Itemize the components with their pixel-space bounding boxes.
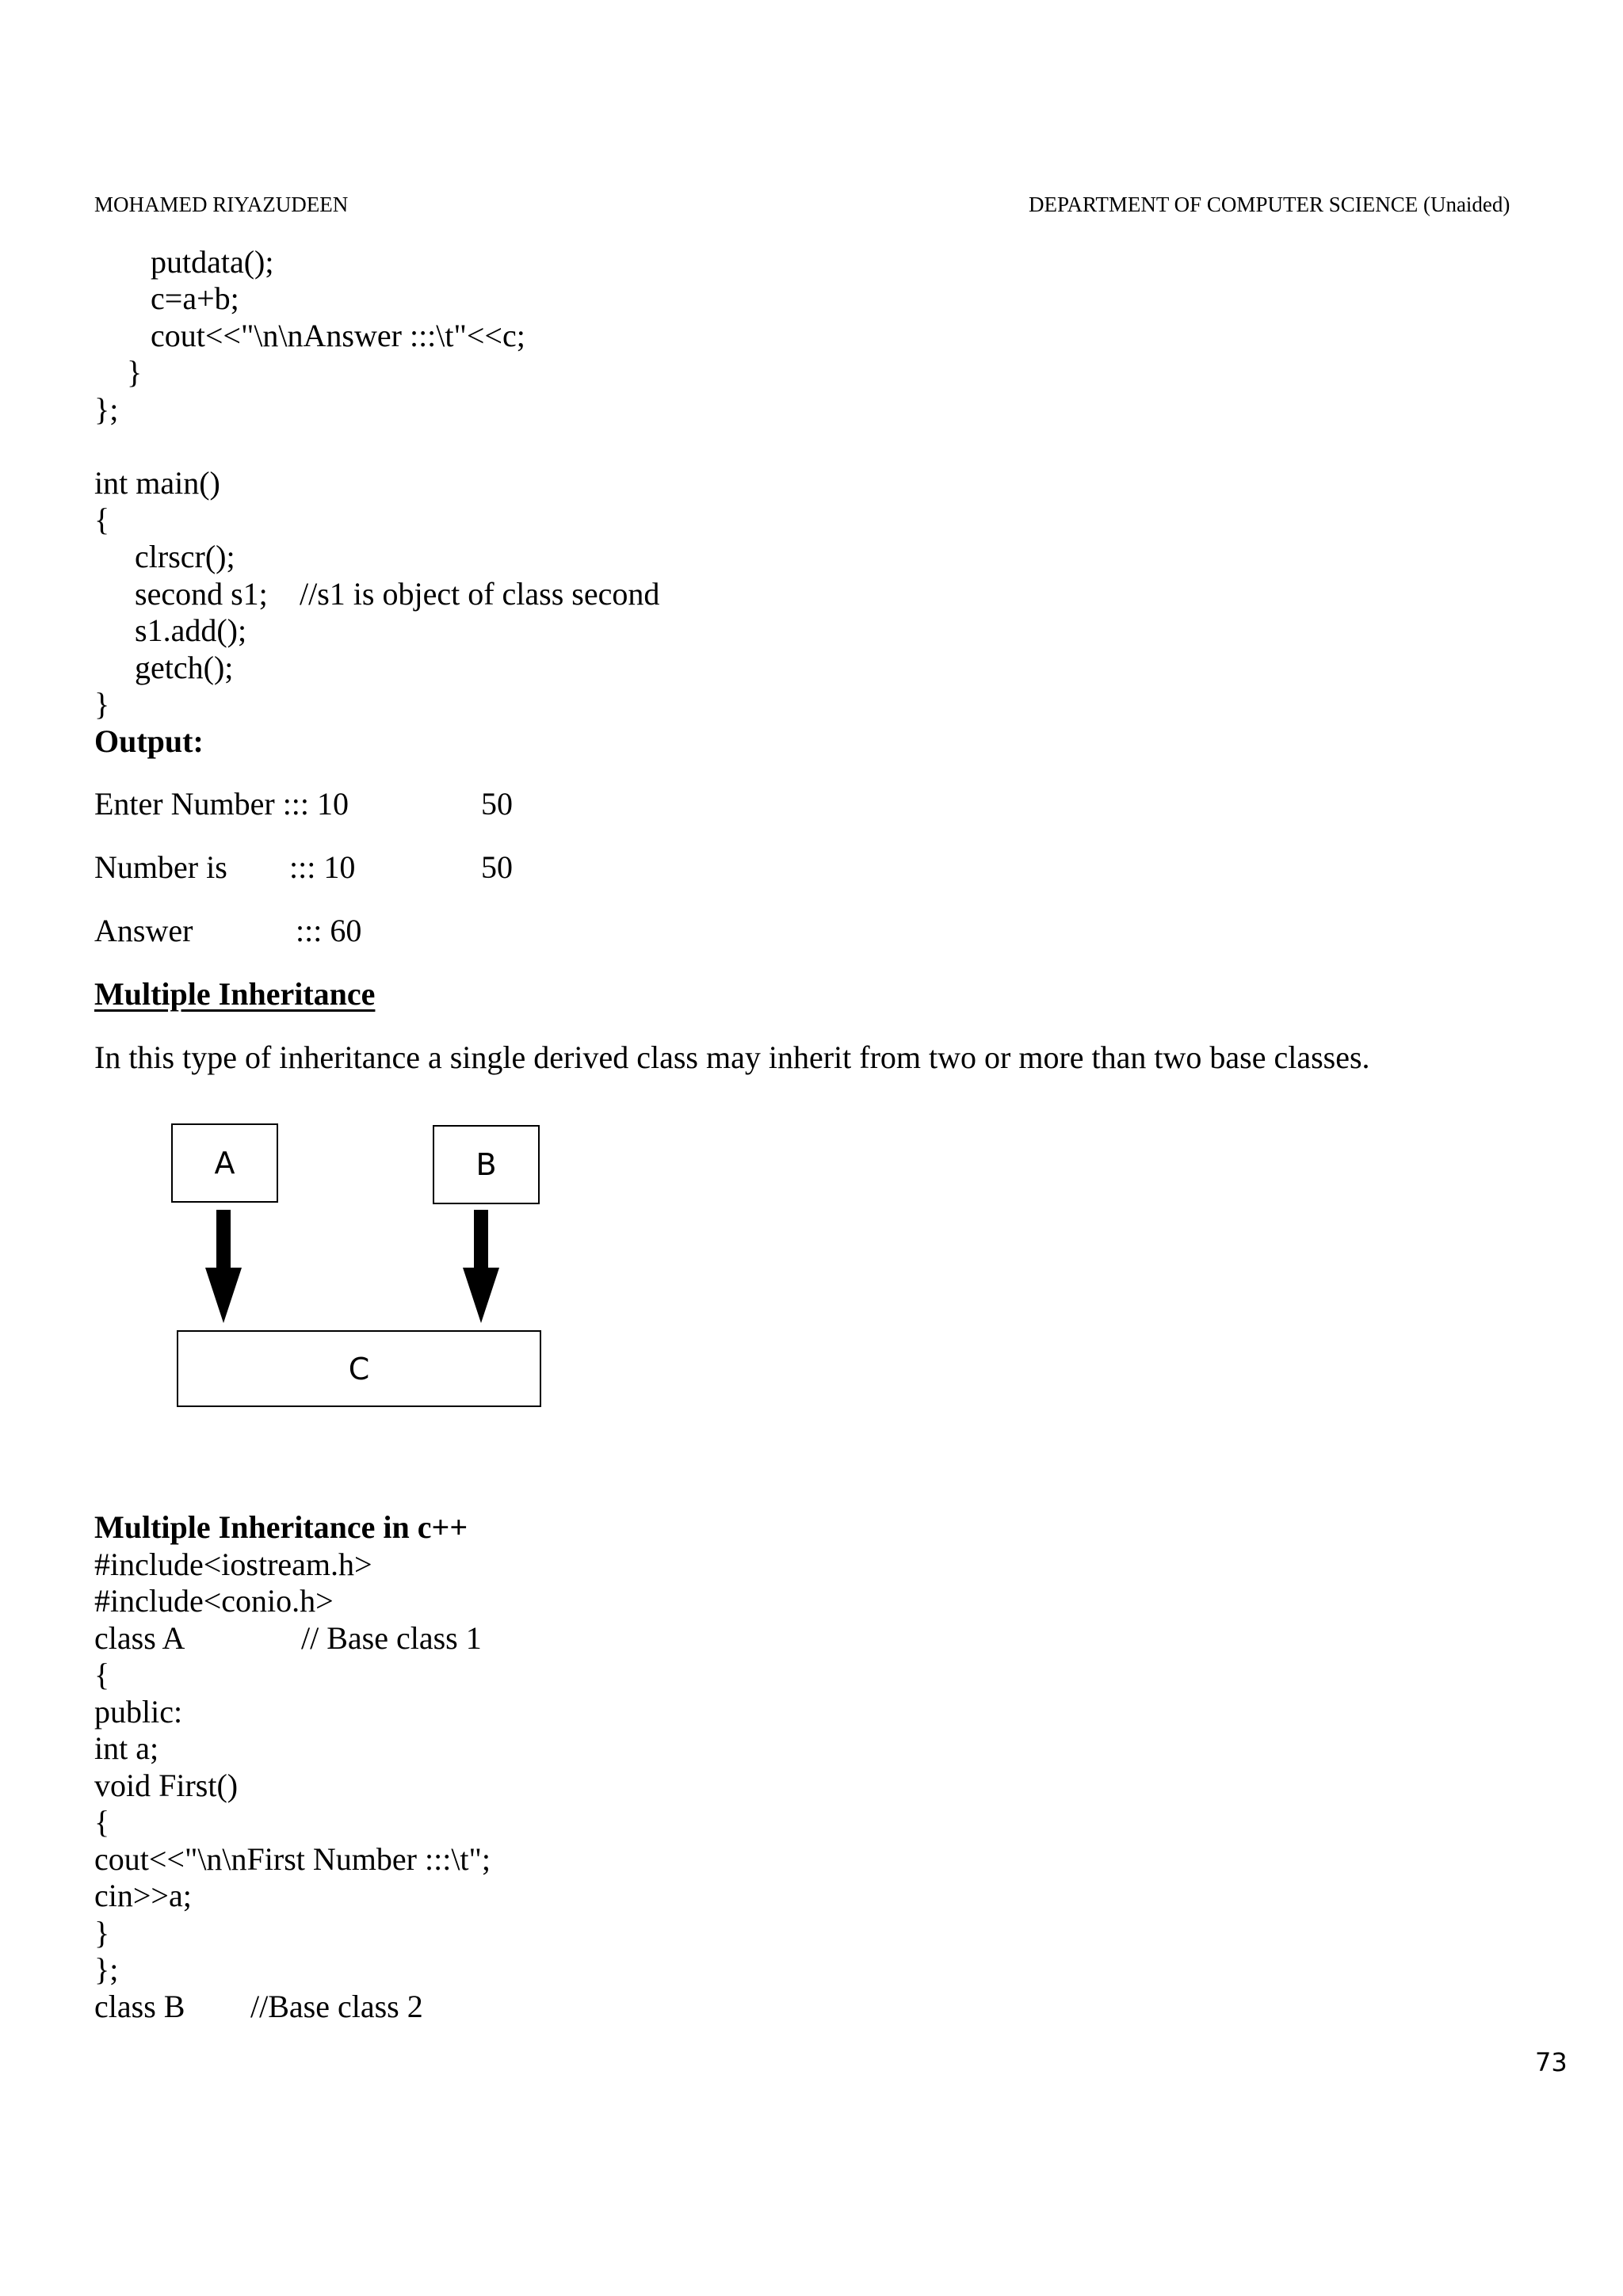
code-line: } xyxy=(94,686,110,722)
page-number: 73 xyxy=(1535,2047,1568,2077)
section-description: In this type of inheritance a single derived class may inherit from two or more than two base classes. xyxy=(94,1039,1370,1075)
output-value: 50 xyxy=(481,849,513,885)
code-line: public: xyxy=(94,1694,183,1730)
diagram-box-c xyxy=(177,1330,541,1407)
code-line: #include<conio.h> xyxy=(94,1583,334,1619)
code-line: { xyxy=(94,1804,110,1840)
code-line: c=a+b; xyxy=(151,280,239,316)
output-label: Number is xyxy=(94,849,227,885)
code-line: }; xyxy=(94,1951,119,1987)
code-line: cout<<"\n\nFirst Number :::\t"; xyxy=(94,1841,491,1877)
code-line: class B xyxy=(94,1989,185,2024)
output-sep: ::: 60 xyxy=(296,913,362,948)
code-line: { xyxy=(94,502,110,537)
section-heading: Multiple Inheritance xyxy=(94,976,376,1012)
code-line: putdata(); xyxy=(151,244,274,280)
header-author: MOHAMED RIYAZUDEEN xyxy=(94,193,349,216)
output-heading: Output: xyxy=(94,723,204,759)
code-comment: //s1 is object of class second xyxy=(300,576,660,612)
code-line: void First() xyxy=(94,1768,239,1803)
code-line: int main() xyxy=(94,465,220,501)
diagram-box-a-label: A xyxy=(214,1146,235,1180)
code-line: { xyxy=(94,1657,110,1692)
code-line: second s1; xyxy=(135,576,268,612)
code-line: }; xyxy=(94,391,119,427)
diagram-box-c-label: C xyxy=(348,1351,370,1386)
code-line: cout<<"\n\nAnswer :::\t"<<c; xyxy=(151,318,525,353)
code-line: int a; xyxy=(94,1730,159,1766)
diagram-box-b-label: B xyxy=(475,1147,497,1182)
output-label: Answer xyxy=(94,913,193,948)
output-sep: ::: 10 xyxy=(289,849,356,885)
code-line: clrscr(); xyxy=(135,539,235,574)
output-label: Enter Number ::: 10 xyxy=(94,786,349,822)
arrow-a-to-c xyxy=(205,1210,242,1323)
code-line: } xyxy=(127,354,143,390)
code-heading: Multiple Inheritance in c++ xyxy=(94,1509,468,1545)
arrow-b-to-c xyxy=(463,1210,499,1323)
output-value: 50 xyxy=(481,786,513,822)
code-comment: //Base class 2 xyxy=(250,1989,423,2024)
code-line: getch(); xyxy=(135,650,234,685)
code-line: cin>>a; xyxy=(94,1878,192,1913)
code-comment: // Base class 1 xyxy=(301,1620,482,1656)
code-line: class A xyxy=(94,1620,185,1656)
code-line: s1.add(); xyxy=(135,612,247,648)
code-line: } xyxy=(94,1915,110,1951)
header-department: DEPARTMENT OF COMPUTER SCIENCE (Unaided) xyxy=(1029,193,1510,216)
code-line: #include<iostream.h> xyxy=(94,1547,372,1582)
